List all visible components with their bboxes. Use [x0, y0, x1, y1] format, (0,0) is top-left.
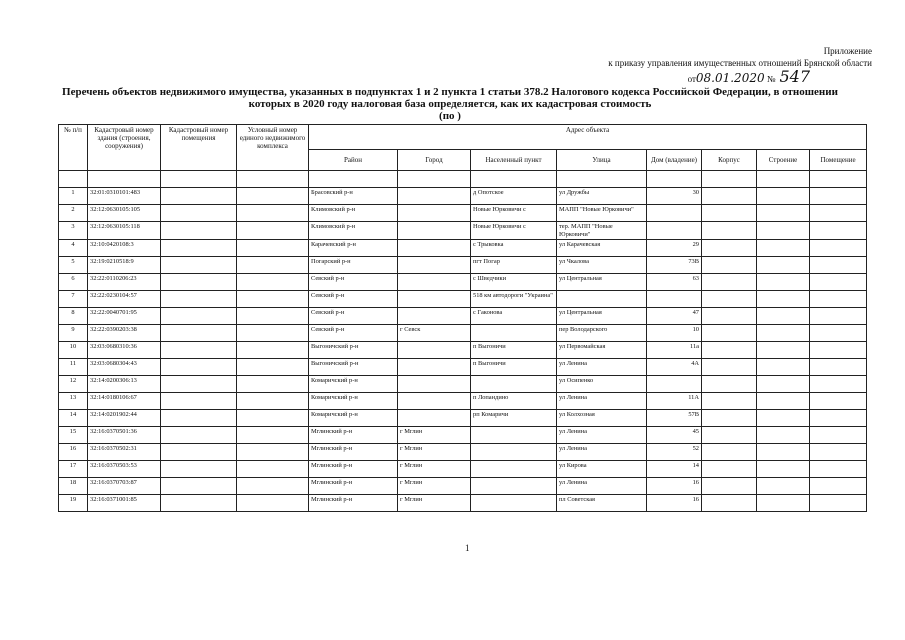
city-cell: г Севск [398, 325, 471, 342]
header-locality: Населенный пункт [471, 150, 557, 171]
locality-cell: п Выгоничи [471, 342, 557, 359]
street-cell: ул Ленина [557, 427, 647, 444]
conditional-number-cell [237, 444, 309, 461]
row-num-cell: 8 [59, 308, 88, 325]
locality-cell: пгт Погар [471, 257, 557, 274]
street-cell: ул Первомайская [557, 342, 647, 359]
premises-cadastral-cell [161, 188, 237, 205]
premises-cadastral-cell [161, 393, 237, 410]
premises-cadastral-cell [161, 444, 237, 461]
corpus-cell [702, 222, 757, 240]
district-cell: Климовский р-н [309, 222, 398, 240]
blank-cell [398, 171, 471, 188]
premises-cadastral-cell [161, 205, 237, 222]
table-row [59, 461, 867, 478]
building-cell [757, 461, 810, 478]
street-cell: ул Ленина [557, 444, 647, 461]
conditional-number-cell [237, 376, 309, 393]
house-cell: 11а [647, 342, 702, 359]
corpus-cell [702, 274, 757, 291]
street-cell: ул Колхозная [557, 410, 647, 427]
building-cell [757, 325, 810, 342]
house-cell: 14 [647, 461, 702, 478]
district-cell: Севский р-н [309, 274, 398, 291]
locality-cell: Новые Юрковичи с [471, 205, 557, 222]
corpus-cell [702, 410, 757, 427]
district-cell: Карачевский р-н [309, 240, 398, 257]
conditional-number-cell [237, 393, 309, 410]
locality-cell: с Трыковка [471, 240, 557, 257]
cadastral-number-cell: 32:16:0371001:85 [88, 495, 161, 512]
premises-cell [810, 376, 867, 393]
table-row [59, 325, 867, 342]
locality-cell [471, 478, 557, 495]
street-cell: пер Володарского [557, 325, 647, 342]
city-cell [398, 393, 471, 410]
cadastral-number-cell: 32:12:0630105:105 [88, 205, 161, 222]
locality-cell [471, 444, 557, 461]
premises-cadastral-cell [161, 478, 237, 495]
house-cell: 63 [647, 274, 702, 291]
table-row [59, 393, 867, 410]
row-num-cell: 13 [59, 393, 88, 410]
premises-cadastral-cell [161, 222, 237, 240]
cadastral-number-cell: 32:14:0180106:67 [88, 393, 161, 410]
street-cell: ул Центральная [557, 274, 647, 291]
street-cell: МАПП "Новые Юрковичи" [557, 205, 647, 222]
locality-cell [471, 461, 557, 478]
conditional-number-cell [237, 495, 309, 512]
corpus-cell [702, 205, 757, 222]
cadastral-number-cell: 32:16:0370503:53 [88, 461, 161, 478]
blank-cell [59, 171, 88, 188]
city-cell: г Мглин [398, 444, 471, 461]
city-cell: г Мглин [398, 461, 471, 478]
number-label: № [766, 74, 776, 84]
corpus-cell [702, 359, 757, 376]
corpus-cell [702, 342, 757, 359]
premises-cell [810, 291, 867, 308]
conditional-number-cell [237, 461, 309, 478]
building-cell [757, 359, 810, 376]
premises-cell [810, 274, 867, 291]
premises-cadastral-cell [161, 461, 237, 478]
title-line-2: которых в 2020 году налоговая база определяется, как их кадастровая стоимость [248, 98, 652, 110]
row-num-cell: 19 [59, 495, 88, 512]
premises-cell [810, 308, 867, 325]
building-cell [757, 410, 810, 427]
city-cell [398, 376, 471, 393]
conditional-number-cell [237, 205, 309, 222]
conditional-number-cell [237, 274, 309, 291]
corpus-cell [702, 291, 757, 308]
blank-cell [471, 171, 557, 188]
blank-cell [237, 171, 309, 188]
street-cell: ул Дружбы [557, 188, 647, 205]
premises-cell [810, 495, 867, 512]
building-cell [757, 274, 810, 291]
order-reference: к приказу управления имущественных отношений Брянской области [608, 58, 872, 68]
house-cell: 73В [647, 257, 702, 274]
conditional-number-cell [237, 325, 309, 342]
conditional-number-cell [237, 410, 309, 427]
district-cell: Комаричский р-н [309, 393, 398, 410]
row-num-cell: 2 [59, 205, 88, 222]
premises-cell [810, 342, 867, 359]
corpus-cell [702, 188, 757, 205]
blank-cell [702, 171, 757, 188]
conditional-number-cell [237, 188, 309, 205]
locality-cell: с Шведчики [471, 274, 557, 291]
house-cell: 52 [647, 444, 702, 461]
house-cell: 57В [647, 410, 702, 427]
table-row [59, 205, 867, 222]
corpus-cell [702, 393, 757, 410]
premises-cell [810, 222, 867, 240]
city-cell: г Мглин [398, 495, 471, 512]
city-cell [398, 410, 471, 427]
premises-cadastral-cell [161, 410, 237, 427]
title-line-1: Перечень объектов недвижимого имущества, указанных в подпунктах 1 и 2 пункта 1 статьи 378.2 Налогового кодекса Российской Федерации, в отношении [62, 86, 838, 98]
locality-cell [471, 495, 557, 512]
cadastral-number-cell: 32:03:0680310:36 [88, 342, 161, 359]
premises-cadastral-cell [161, 376, 237, 393]
header-conditional-number: Условный номер единого недвижимого комплекса [237, 125, 309, 171]
locality-cell: 518 км автодороги "Украина" [471, 291, 557, 308]
cadastral-number-cell: 32:14:0201902:44 [88, 410, 161, 427]
corpus-cell [702, 325, 757, 342]
row-num-cell: 5 [59, 257, 88, 274]
street-cell: тер. МАПП "Новые Юрковичи" [557, 222, 647, 240]
cadastral-number-cell: 32:01:0310101:483 [88, 188, 161, 205]
locality-cell: п Выгоничи [471, 359, 557, 376]
district-cell: Мглинский р-н [309, 427, 398, 444]
corpus-cell [702, 240, 757, 257]
premises-cell [810, 205, 867, 222]
cadastral-number-cell: 32:22:0230104:57 [88, 291, 161, 308]
street-cell: ул Чкалова [557, 257, 647, 274]
district-cell: Мглинский р-н [309, 461, 398, 478]
premises-cadastral-cell [161, 291, 237, 308]
cadastral-number-cell: 32:22:0110206:23 [88, 274, 161, 291]
house-cell: 45 [647, 427, 702, 444]
building-cell [757, 205, 810, 222]
premises-cell [810, 325, 867, 342]
conditional-number-cell [237, 257, 309, 274]
locality-cell: Новые Юрковичи с [471, 222, 557, 240]
premises-cell [810, 461, 867, 478]
header-num: № п/п [59, 125, 88, 171]
building-cell [757, 222, 810, 240]
locality-cell: п Лопандино [471, 393, 557, 410]
blank-cell [161, 171, 237, 188]
premises-cell [810, 257, 867, 274]
street-cell [557, 291, 647, 308]
corpus-cell [702, 376, 757, 393]
date-prefix: от [687, 74, 696, 84]
street-cell: ул Осипенко [557, 376, 647, 393]
premises-cell [810, 393, 867, 410]
blank-cell [810, 171, 867, 188]
city-cell [398, 359, 471, 376]
street-cell: ул Ленина [557, 478, 647, 495]
house-cell [647, 205, 702, 222]
city-cell [398, 274, 471, 291]
corpus-cell [702, 257, 757, 274]
conditional-number-cell [237, 359, 309, 376]
premises-cell [810, 240, 867, 257]
building-cell [757, 478, 810, 495]
blank-cell [757, 171, 810, 188]
district-cell: Комаричский р-н [309, 410, 398, 427]
conditional-number-cell [237, 478, 309, 495]
corpus-cell [702, 495, 757, 512]
table-row [59, 444, 867, 461]
table-row [59, 342, 867, 359]
premises-cadastral-cell [161, 342, 237, 359]
cadastral-number-cell: 32:19:0210518:9 [88, 257, 161, 274]
row-num-cell: 6 [59, 274, 88, 291]
district-cell: Брасовский р-н [309, 188, 398, 205]
order-date: 08.01.2020 [695, 71, 765, 85]
table-row [59, 188, 867, 205]
street-cell: ул Ленина [557, 393, 647, 410]
row-num-cell: 1 [59, 188, 88, 205]
city-cell [398, 308, 471, 325]
building-cell [757, 393, 810, 410]
locality-cell [471, 325, 557, 342]
building-cell [757, 427, 810, 444]
header-house: Дом (владение) [647, 150, 702, 171]
city-cell [398, 222, 471, 240]
locality-cell: рп Комаричи [471, 410, 557, 427]
building-cell [757, 342, 810, 359]
header-cadastral-premises: Кадастровый номер помещения [161, 125, 237, 171]
row-num-cell: 16 [59, 444, 88, 461]
house-cell: 10 [647, 325, 702, 342]
house-cell [647, 376, 702, 393]
blank-cell [88, 171, 161, 188]
premises-cell [810, 427, 867, 444]
cadastral-number-cell: 32:16:0370502:31 [88, 444, 161, 461]
street-cell: ул Карачевская [557, 240, 647, 257]
cadastral-number-cell: 32:14:0200306:13 [88, 376, 161, 393]
building-cell [757, 308, 810, 325]
cadastral-number-cell: 32:03:0680304:43 [88, 359, 161, 376]
table-row [59, 478, 867, 495]
row-num-cell: 10 [59, 342, 88, 359]
city-cell: г Мглин [398, 478, 471, 495]
house-cell: 4А [647, 359, 702, 376]
building-cell [757, 291, 810, 308]
blank-cell [647, 171, 702, 188]
blank-cell [557, 171, 647, 188]
cadastral-number-cell: 32:16:0370703:87 [88, 478, 161, 495]
cadastral-number-cell: 32:22:0040701:95 [88, 308, 161, 325]
premises-cadastral-cell [161, 274, 237, 291]
building-cell [757, 444, 810, 461]
city-cell [398, 291, 471, 308]
city-cell: г Мглин [398, 427, 471, 444]
premises-cadastral-cell [161, 427, 237, 444]
locality-cell [471, 427, 557, 444]
row-num-cell: 18 [59, 478, 88, 495]
header-building: Строение [757, 150, 810, 171]
row-num-cell: 12 [59, 376, 88, 393]
table-row [59, 291, 867, 308]
row-num-cell: 15 [59, 427, 88, 444]
locality-cell: д Опотское [471, 188, 557, 205]
building-cell [757, 495, 810, 512]
order-date-line [688, 67, 810, 86]
header-city: Город [398, 150, 471, 171]
appendix-block [608, 45, 872, 69]
corpus-cell [702, 308, 757, 325]
document-title [20, 86, 880, 122]
premises-cell [810, 444, 867, 461]
table-row [59, 240, 867, 257]
street-cell: ул Кирова [557, 461, 647, 478]
building-cell [757, 188, 810, 205]
district-cell: Мглинский р-н [309, 495, 398, 512]
district-cell: Выгоничский р-н [309, 342, 398, 359]
row-num-cell: 14 [59, 410, 88, 427]
locality-cell: с Гаконова [471, 308, 557, 325]
house-cell [647, 222, 702, 240]
order-number: 547 [779, 67, 810, 86]
header-street: Улица [557, 150, 647, 171]
blank-cell [309, 171, 398, 188]
house-cell [647, 291, 702, 308]
locality-cell [471, 376, 557, 393]
premises-cell [810, 410, 867, 427]
corpus-cell [702, 478, 757, 495]
table-row [59, 410, 867, 427]
district-cell: Севский р-н [309, 325, 398, 342]
district-cell: Комаричский р-н [309, 376, 398, 393]
premises-cadastral-cell [161, 308, 237, 325]
premises-cell [810, 478, 867, 495]
district-cell: Севский р-н [309, 308, 398, 325]
building-cell [757, 257, 810, 274]
table-row [59, 359, 867, 376]
row-num-cell: 9 [59, 325, 88, 342]
table-row [59, 495, 867, 512]
row-num-cell: 4 [59, 240, 88, 257]
city-cell [398, 342, 471, 359]
conditional-number-cell [237, 427, 309, 444]
table-row [59, 257, 867, 274]
conditional-number-cell [237, 222, 309, 240]
cadastral-number-cell: 32:12:0630105:118 [88, 222, 161, 240]
city-cell [398, 205, 471, 222]
house-cell: 29 [647, 240, 702, 257]
conditional-number-cell [237, 342, 309, 359]
table-row [59, 427, 867, 444]
table-row [59, 308, 867, 325]
header-cadastral-building: Кадастровый номер здания (строения, сооружения) [88, 125, 161, 171]
cadastral-number-cell: 32:16:0370501:36 [88, 427, 161, 444]
header-address-group: Адрес объекта [309, 125, 867, 150]
house-cell: 47 [647, 308, 702, 325]
table-row [59, 274, 867, 291]
premises-cell [810, 359, 867, 376]
street-cell: пл Советская [557, 495, 647, 512]
corpus-cell [702, 444, 757, 461]
title-line-3: (по ) [439, 110, 461, 122]
city-cell [398, 188, 471, 205]
corpus-cell [702, 461, 757, 478]
house-cell: 30 [647, 188, 702, 205]
district-cell: Климовский р-н [309, 205, 398, 222]
building-cell [757, 376, 810, 393]
building-cell [757, 240, 810, 257]
conditional-number-cell [237, 308, 309, 325]
premises-cadastral-cell [161, 257, 237, 274]
house-cell: 16 [647, 495, 702, 512]
city-cell [398, 240, 471, 257]
corpus-cell [702, 427, 757, 444]
cadastral-number-cell: 32:22:0390203:38 [88, 325, 161, 342]
premises-cadastral-cell [161, 240, 237, 257]
appendix-label: Приложение [823, 46, 872, 56]
header-premises: Помещение [810, 150, 867, 171]
premises-cadastral-cell [161, 359, 237, 376]
row-num-cell: 7 [59, 291, 88, 308]
district-cell: Мглинский р-н [309, 478, 398, 495]
house-cell: 16 [647, 478, 702, 495]
header-corpus: Корпус [702, 150, 757, 171]
row-num-cell: 11 [59, 359, 88, 376]
district-cell: Севский р-н [309, 291, 398, 308]
conditional-number-cell [237, 291, 309, 308]
table-row [59, 376, 867, 393]
street-cell: ул Ленина [557, 359, 647, 376]
table-row [59, 222, 867, 240]
premises-cadastral-cell [161, 495, 237, 512]
cadastral-number-cell: 32:10:0420108:3 [88, 240, 161, 257]
premises-cell [810, 188, 867, 205]
row-num-cell: 17 [59, 461, 88, 478]
house-cell: 11А [647, 393, 702, 410]
district-cell: Погарский р-н [309, 257, 398, 274]
district-cell: Мглинский р-н [309, 444, 398, 461]
street-cell: ул Центральная [557, 308, 647, 325]
page-number: 1 [465, 543, 470, 553]
premises-cadastral-cell [161, 325, 237, 342]
district-cell: Выгоничский р-н [309, 359, 398, 376]
header-district: Район [309, 150, 398, 171]
row-num-cell: 3 [59, 222, 88, 240]
property-table [58, 124, 867, 512]
conditional-number-cell [237, 240, 309, 257]
city-cell [398, 257, 471, 274]
